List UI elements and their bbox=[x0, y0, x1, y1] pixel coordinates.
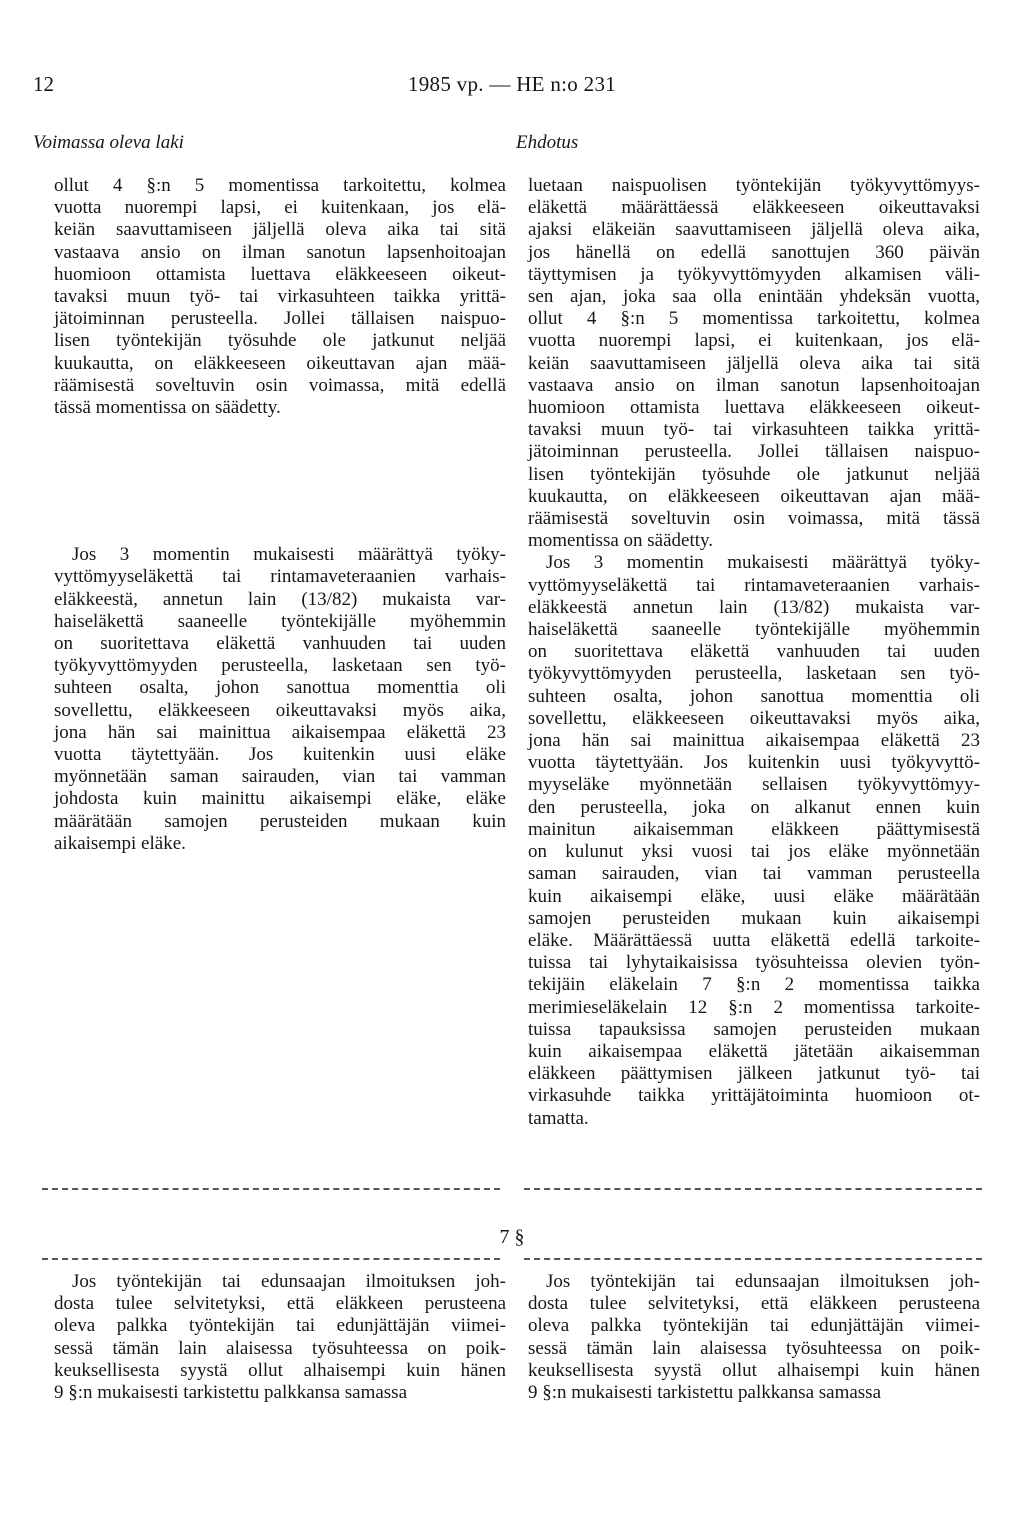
right-bottom-lines bbox=[528, 1271, 980, 1404]
left-column-heading: Voimassa oleva laki bbox=[33, 132, 184, 153]
text-line: suhteen osalta, johon sanottua momenttia oli bbox=[54, 677, 506, 699]
text-line: den perusteella, joka on alkanut ennen kuin bbox=[528, 796, 980, 818]
text-line: työkyvyttömyyden perusteella, lasketaan sen työ- bbox=[528, 663, 980, 685]
text-line: tavaksi muun työ- tai virkasuhteen taikka yrittä- bbox=[528, 419, 980, 441]
left-second-paragraph bbox=[54, 544, 506, 855]
text-line: eläkkeestä annetun lain (13/82) mukaista var- bbox=[528, 596, 980, 618]
right-second-paragraph bbox=[528, 552, 980, 1129]
text-line: merimieseläkelain 12 §:n 2 momentissa tarkoite- bbox=[528, 996, 980, 1018]
right-top-paragraph bbox=[528, 175, 980, 552]
text-line: vuotta nuorempi lapsi, ei kuitenkaan, jos elä- bbox=[54, 197, 506, 219]
text-line: eläkkeestä, annetun lain (13/82) mukaista var- bbox=[54, 588, 506, 610]
text-line: mainitun aikaisemman eläkkeen päättymisestä bbox=[528, 818, 980, 840]
text-line: sessä tämän lain alaisessa työsuhteessa on poik- bbox=[54, 1337, 506, 1359]
text-line: huomioon ottamista luettava eläkkeeseen oikeut- bbox=[528, 397, 980, 419]
text-line: vyttömyyseläkettä tai rintamaveteraanien varhais- bbox=[528, 574, 980, 596]
text-line: eläkkeen päättymisen jälkeen jatkunut työ- tai bbox=[528, 1063, 980, 1085]
text-line: keiän saavuttamiseen jäljellä oleva aika tai sitä bbox=[528, 352, 980, 374]
text-line: vuotta nuorempi lapsi, ei kuitenkaan, jos elä- bbox=[528, 330, 980, 352]
text-line: keuksellisesta syystä ollut alhaisempi kuin hänen bbox=[54, 1359, 506, 1381]
text-line: dosta tulee selvitetyksi, että eläkkeen perusteena bbox=[528, 1293, 980, 1315]
text-line: vyttömyyseläkettä tai rintamaveteraanien varhais- bbox=[54, 566, 506, 588]
text-line: määrätään samojen perusteiden mukaan kuin bbox=[54, 810, 506, 832]
text-line: jätoiminnan perusteella. Jollei tällaisen naispuo- bbox=[528, 441, 980, 463]
text-line: kuukautta, on eläkkeeseen oikeuttavan ajan mää- bbox=[54, 352, 506, 374]
page-number: 12 bbox=[33, 72, 54, 96]
text-line: kuin aikaisempaa eläkettä jätetään aikaisemman bbox=[528, 1040, 980, 1062]
text-line: Jos 3 momentin mukaisesti määrättyä työky- bbox=[546, 552, 980, 574]
text-line: aikaisempi eläke. bbox=[54, 832, 186, 854]
text-line: 9 §:n mukaisesti tarkistettu palkkansa samassa bbox=[54, 1382, 408, 1404]
text-line: eläke. Määrättäessä uutta eläkettä edellä tarkoite- bbox=[528, 929, 980, 951]
left-bottom-lines bbox=[54, 1271, 506, 1404]
text-line: sovellettu, eläkkeeseen oikeuttavaksi myös aika, bbox=[528, 707, 980, 729]
text-line: sessä tämän lain alaisessa työsuhteessa on poik- bbox=[528, 1337, 980, 1359]
text-line: on kulunut yksi vuosi tai jos eläke myönnetään bbox=[528, 841, 980, 863]
text-line: tuissa tai lyhytaikaisissa työsuhteissa olevien työn- bbox=[528, 952, 980, 974]
text-line: keiän saavuttamiseen jäljellä oleva aika tai sitä bbox=[54, 219, 506, 241]
text-line: jos hänellä on edellä sanottujen 360 päivän bbox=[528, 241, 980, 263]
text-line: keuksellisesta syystä ollut alhaisempi kuin hänen bbox=[528, 1359, 980, 1381]
left-section-paragraph bbox=[54, 1271, 506, 1404]
right-column-proposal bbox=[528, 175, 980, 1130]
text-line: haiseläkettä saaneelle työntekijälle myöhemmin bbox=[54, 610, 506, 632]
text-line: huomioon ottamista luettava eläkkeeseen oikeut- bbox=[54, 263, 506, 285]
text-line: momentissa on säädetty. bbox=[528, 530, 714, 552]
text-line: jona hän sai mainittua aikaisempaa eläkettä 23 bbox=[528, 730, 980, 752]
text-line: jätoiminnan perusteella. Jollei tällaisen naispuo- bbox=[54, 308, 506, 330]
text-line: sen ajan, joka saa olla enintään yhdeksän vuotta, bbox=[528, 286, 980, 308]
left-column-current-law bbox=[54, 175, 506, 855]
text-line: Jos työntekijän tai edunsaajan ilmoituksen joh- bbox=[546, 1271, 980, 1292]
text-line: oleva palkka työntekijän tai edunjättäjän viimei- bbox=[528, 1315, 980, 1337]
text-line: tässä momentissa on säädetty. bbox=[54, 397, 281, 419]
running-header: 1985 vp. — HE n:o 231 bbox=[407, 72, 617, 96]
text-line: tamatta. bbox=[528, 1107, 589, 1129]
text-line: ollut 4 §:n 5 momentissa tarkoitettu, kolmea bbox=[54, 175, 506, 196]
text-line: luetaan naispuolisen työntekijän työkyvyttömyys- bbox=[528, 175, 980, 196]
text-line: Jos työntekijän tai edunsaajan ilmoituksen joh- bbox=[72, 1271, 506, 1292]
text-line: lisen työntekijän työsuhde ole jatkunut neljää bbox=[54, 330, 506, 352]
text-line: vuotta täytettyään. Jos kuitenkin uusi työkyvyttö- bbox=[528, 752, 980, 774]
text-line: myyseläke myönnetään sellaisen työkyvyttömyy- bbox=[528, 774, 980, 796]
text-line: suhteen osalta, johon sanottua momenttia oli bbox=[528, 685, 980, 707]
text-line: ajaksi eläkeiän saavuttamiseen jäljellä oleva aika, bbox=[528, 219, 980, 241]
right-dashed-separator bbox=[524, 1188, 982, 1190]
text-line: samojen perusteiden mukaan kuin aikaisempi bbox=[528, 907, 980, 929]
text-line: työkyvyttömyyden perusteella, lasketaan sen työ- bbox=[54, 655, 506, 677]
text-line: haiseläkettä saaneelle työntekijälle myöhemmin bbox=[528, 619, 980, 641]
text-line: virkasuhde taikka yrittäjätoiminta huomioon ot- bbox=[528, 1085, 980, 1107]
text-line: ollut 4 §:n 5 momentissa tarkoitettu, kolmea bbox=[528, 308, 980, 330]
text-line: johdosta kuin mainittu aikaisempi eläke, eläke bbox=[54, 788, 506, 810]
text-line: täyttymisen ja työkyvyttömyyden alkamisen väli- bbox=[528, 263, 980, 285]
text-line: saman sairauden, vian tai vamman perusteella bbox=[528, 863, 980, 885]
section-heading: 7 § bbox=[499, 1226, 525, 1248]
text-line: Jos 3 momentin mukaisesti määrättyä työky- bbox=[72, 544, 506, 566]
text-line: kuin aikaisempi eläke, uusi eläke määrätään bbox=[528, 885, 980, 907]
text-line: räämisestä soveltuvin osin voimassa, mitä edellä bbox=[54, 374, 506, 396]
text-line: vastaava ansio on ilman sanotun lapsenhoitoajan bbox=[54, 241, 506, 263]
text-line: sovellettu, eläkkeeseen oikeuttavaksi myös aika, bbox=[54, 699, 506, 721]
text-line: vastaava ansio on ilman sanotun lapsenhoitoajan bbox=[528, 374, 980, 396]
text-line: tavaksi muun työ- tai virkasuhteen taikka yrittä- bbox=[54, 286, 506, 308]
text-line: tekijäin eläkelain 7 §:n 2 momentissa taikka bbox=[528, 974, 980, 996]
left-dashed-separator bbox=[42, 1188, 500, 1190]
text-line: on suoritettava eläkettä vanhuuden tai uuden bbox=[54, 633, 506, 655]
right-section-paragraph bbox=[528, 1271, 980, 1404]
text-line: räämisestä soveltuvin osin voimassa, mitä tässä bbox=[528, 508, 980, 530]
text-line: jona hän sai mainittua aikaisempaa eläkettä 23 bbox=[54, 721, 506, 743]
text-line: lisen työntekijän työsuhde ole jatkunut neljää bbox=[528, 463, 980, 485]
text-line: eläkettä määrättäessä eläkkeeseen oikeuttavaksi bbox=[528, 197, 980, 219]
left-dashed-separator-2 bbox=[42, 1258, 500, 1260]
text-line: myönnetään saman sairauden, vian tai vamman bbox=[54, 766, 506, 788]
right-dashed-separator-2 bbox=[524, 1258, 982, 1260]
left-top-paragraph bbox=[54, 175, 506, 419]
text-line: kuukautta, on eläkkeeseen oikeuttavan ajan mää- bbox=[528, 485, 980, 507]
text-line: tuissa tapauksissa samojen perusteiden mukaan bbox=[528, 1018, 980, 1040]
right-column-heading: Ehdotus bbox=[516, 132, 579, 153]
text-line: oleva palkka työntekijän tai edunjättäjän viimei- bbox=[54, 1315, 506, 1337]
text-line: 9 §:n mukaisesti tarkistettu palkkansa samassa bbox=[528, 1382, 882, 1404]
text-line: on suoritettava eläkettä vanhuuden tai uuden bbox=[528, 641, 980, 663]
text-line: dosta tulee selvitetyksi, että eläkkeen perusteena bbox=[54, 1293, 506, 1315]
text-line: vuotta täytettyään. Jos kuitenkin uusi eläke bbox=[54, 744, 506, 766]
